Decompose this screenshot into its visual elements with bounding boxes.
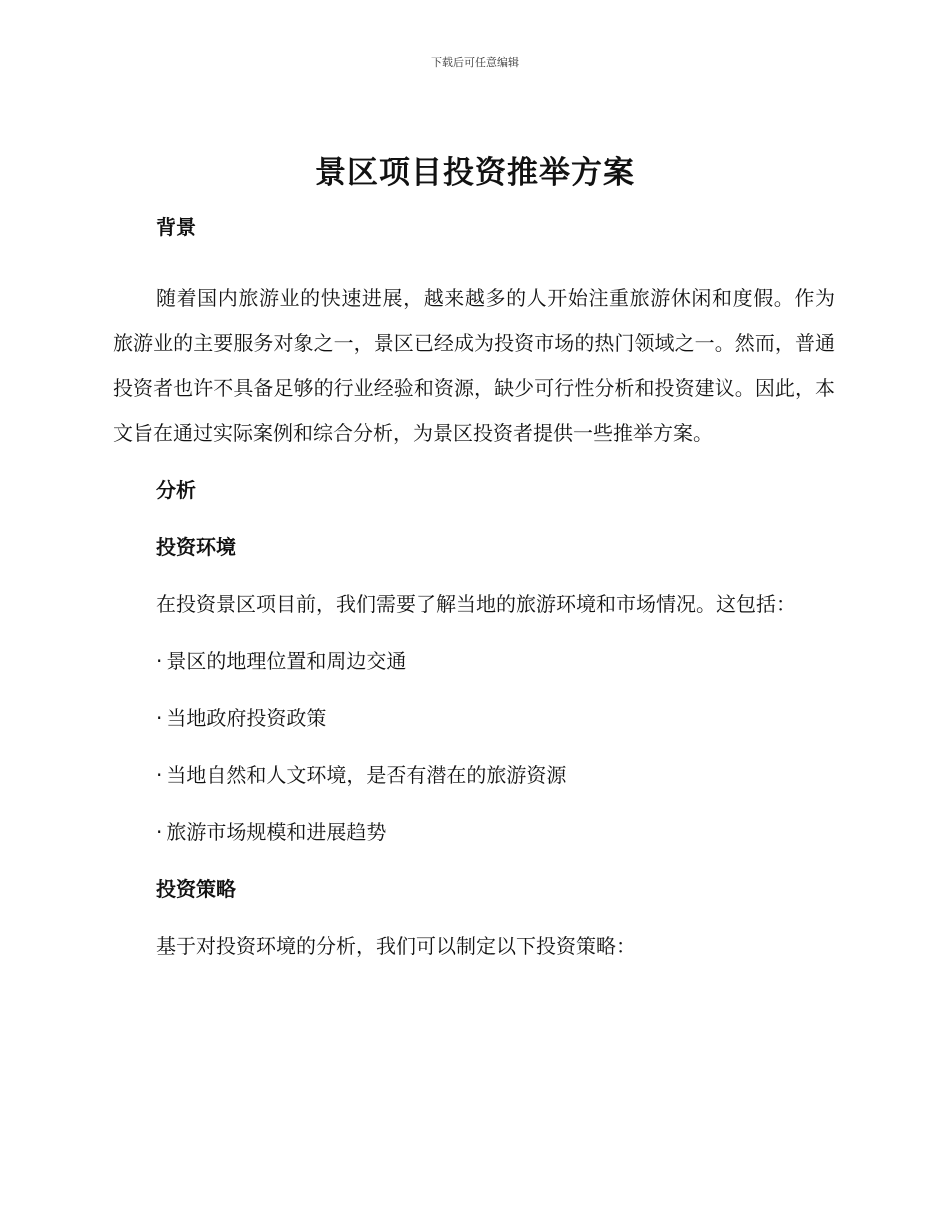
paragraph-background: 随着国内旅游业的快速进展，越来越多的人开始注重旅游休闲和度假。作为旅游业的主要服务对象之一，景区已经成为投资市场的热门领域之一。然而，普通投资者也许不具备足够的行业经验和资源，缺少可行性分析和投资建议。因此，本文旨在通过实际案例和综合分析，为景区投资者提供一些推举方案。: [113, 286, 835, 445]
list-item-text: 旅游市场规模和进展趋势: [166, 820, 387, 844]
paragraph-investment-strategy: 基于对投资环境的分析，我们可以制定以下投资策略：: [156, 934, 636, 958]
bullet-icon: ·: [156, 706, 163, 730]
list-item: [113, 810, 835, 855]
bullet-icon: ·: [156, 649, 163, 673]
section-heading-investment-strategy: 投资策略: [156, 877, 236, 901]
document-title: 景区项目投资推举方案: [315, 155, 635, 191]
section-heading-background: 背景: [156, 215, 196, 239]
list-item: [113, 753, 835, 798]
bullet-icon: ·: [156, 763, 163, 787]
document-body: [113, 205, 835, 981]
list-item: [113, 639, 835, 684]
list-item-text: 景区的地理位置和周边交通: [166, 649, 407, 673]
page-header: 下载后可任意编辑: [431, 56, 519, 69]
list-item-text: 当地自然和人文环境，是否有潜在的旅游资源: [166, 763, 567, 787]
section-heading-analysis: 分析: [156, 478, 196, 502]
paragraph-investment-environment: 在投资景区项目前，我们需要了解当地的旅游环境和市场情况。这包括：: [156, 592, 796, 616]
list-item: [113, 696, 835, 741]
section-heading-investment-environment: 投资环境: [156, 535, 236, 559]
bullet-icon: ·: [156, 820, 163, 844]
list-item-text: 当地政府投资政策: [166, 706, 327, 730]
